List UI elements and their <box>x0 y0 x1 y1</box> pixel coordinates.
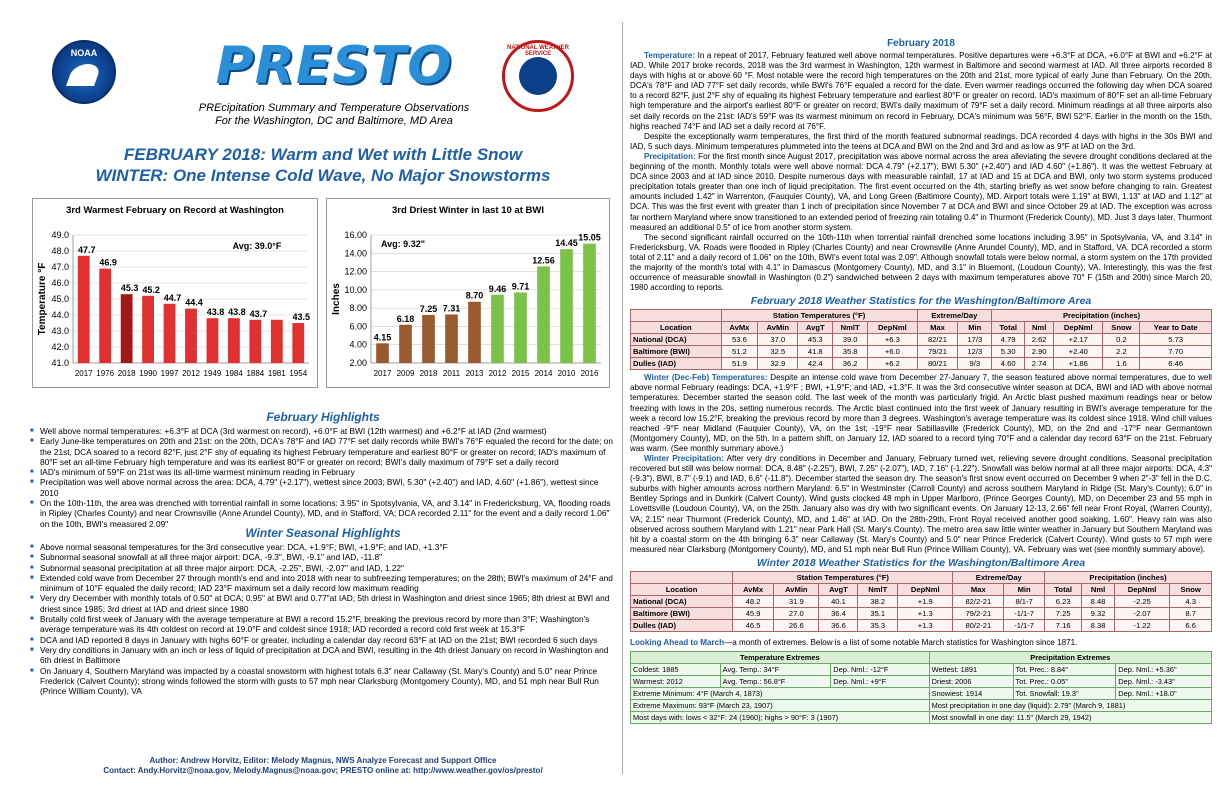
chart-x-tick-label: 2018 <box>419 369 438 378</box>
table-group-header-empty <box>631 571 733 583</box>
feb-text-heading: February 2018 <box>887 38 955 49</box>
chart-bar <box>78 256 90 363</box>
chart-bar <box>514 293 527 363</box>
chart-data-label: 14.45 <box>555 238 578 249</box>
chart-bar <box>560 249 573 363</box>
table-column-header: AvgT <box>819 583 858 595</box>
table-cell: 8/1-7 <box>1004 595 1045 607</box>
table-cell: -1/1-7 <box>1004 607 1045 619</box>
table-group-header: Extreme/Day <box>953 571 1045 583</box>
chart-x-tick-label: 1984 <box>225 369 243 378</box>
feb-highlight-item: ■ Early June-like temperatures on 20th and 21st: on the 20th, DCA's 78°F and IAD 77°F set daily records while BWI's 76°F equaled the record for the date; on the 21st, DCA soared to a record 82°F, just 2°F shy of equaling its highest February temperature and earliest 80°F or greater on record; IAD's maximum of 80°F set an all-time February high temperature and was its earliest 80°F or greater on record; BWI's daily maximum of 79°F set a daily record <box>30 436 616 467</box>
chart-x-tick-label: 1976 <box>96 369 115 378</box>
table-group-header: Precipitation (inches) <box>992 310 1212 322</box>
march-cell: Most precipitation in one day (liquid): 2.79" (March 9, 1881) <box>929 700 1211 712</box>
table-cell: 51.9 <box>721 358 758 370</box>
feb-temperature-lead: Temperature: <box>644 51 696 60</box>
chart-x-tick-label: 2015 <box>511 369 530 378</box>
march-cell: Tot. Prec.: 0.05" <box>1013 676 1116 688</box>
feb-precipitation-body: For the first month since August 2017, precipitation was above normal across the area alleviating the severe drought conditions declared at the beginning of the month. Monthly totals were well above normal: DCA 4.79" (+2.17"); BWI 5.30" (+2.40") and IAD 4.60" (+1.86"). It was the wettest February at DCA since 2003 and at IAD since 2010. Despite numerous days with measurable rainfall, 17 at IAD and 15 at DCA and BWI, only two storm systems produced precipitation totals greater than one inch of liquid precipitation. The first event occurred on the 4th, starting briefly as wet snow before changing to rain. Greatest amounts included 1.42" in Warrenton, (Fauquier County), VA, and Long Green (Baltimore County), MD. Airport totals were 1.19" at BWI, 1.13" at IAD and 1.12" at DCA. This was the first event with greater than 1 inch of precipitation since November 7 at DCA and BWI and since October 29 at IAD. The exception was across far northern Maryland where snow transitioned to an extended period of freezing rain totaling 0.4" in Thurmont (Frederick County), MD. Just 3 days later, Thurmont measured an additional 0.5" of ice from another storm system. <box>630 151 1212 232</box>
chart-y-tick-label: 16.00 <box>344 230 367 240</box>
headline <box>24 144 622 186</box>
left-column <box>24 22 623 774</box>
subtitle <box>144 102 524 128</box>
chart-y-tick-label: 42.0 <box>51 342 69 352</box>
chart-bar <box>207 318 219 363</box>
table-row-location: Baltimore (BWI) <box>631 346 722 358</box>
table-cell: 38.2 <box>858 595 898 607</box>
table-column-header: Location <box>631 322 722 334</box>
march-cell: Dep. Nml.: +9°F <box>831 676 929 688</box>
chart-data-label: 43.7 <box>249 308 268 319</box>
march-row <box>631 700 1212 712</box>
table-cell: 7.25 <box>1045 607 1082 619</box>
nws-logo-text: NATIONAL WEATHER SERVICE <box>507 45 569 57</box>
winter-stats-table <box>630 571 1212 632</box>
march-cell: Snowiest: 1914 <box>929 688 1013 700</box>
table-column-header: Total <box>1045 583 1082 595</box>
table-cell: 27.0 <box>774 607 819 619</box>
chart-x-tick-label: 1884 <box>246 369 265 378</box>
presto-title: PRESTO <box>215 36 453 96</box>
table-cell: 12/3 <box>958 346 992 358</box>
chart-y-axis-label: Temperature °F <box>37 262 48 336</box>
table-column-header: AvMin <box>758 322 798 334</box>
table-column-header: Max <box>917 322 958 334</box>
chart-y-tick-label: 44.0 <box>51 310 69 320</box>
winter-highlights-heading: Winter Seasonal Highlights <box>245 526 401 540</box>
chart-x-tick-label: 1949 <box>203 369 222 378</box>
table-cell: 32.9 <box>758 358 798 370</box>
winter-highlights-list <box>30 542 616 696</box>
table-group-header: Station Temperatures (°F) <box>721 310 917 322</box>
winter-precipitation-paragraph <box>630 454 1212 555</box>
noaa-logo-text: NOAA <box>70 48 98 58</box>
chart-data-label: 44.7 <box>163 292 182 303</box>
chart-y-tick-label: 41.0 <box>51 358 69 368</box>
chart-bar <box>445 314 458 363</box>
table-cell: 53.6 <box>721 334 758 346</box>
chart-y-axis-label: Inches <box>331 283 342 315</box>
table-row <box>631 334 1212 346</box>
table-column-header: Nml <box>1082 583 1115 595</box>
march-cell: Avg. Temp.: 34°F <box>720 664 831 676</box>
chart-average-annotation: Avg: 9.32" <box>381 239 425 249</box>
table-cell: 80/21 <box>917 358 958 370</box>
table-cell: -1.22 <box>1114 619 1170 631</box>
table-column-header: Nml <box>1025 322 1054 334</box>
table-cell: 9/3 <box>958 358 992 370</box>
feb-precipitation-paragraph-2: The second significant rainfall occurred on the 10th-11th when torrential rainfall drenched some locations including 3.95" in Spotsylvania, VA, and 3.14" in Fredericksburg, VA. Roads were flooded in Ripley (Charles County) and near Crownsville (Anne Arundel County), MD, and in Stafford, VA. DCA recorded a storm total of 2.11" and a daily record of 1.06" on the 10th, BWI's event total was 2.09". Although snowfall totals were below normal, a storm system on the 17th provided the majority of the month's total with 4.1" in Damascus (Montgomery County), MD, and 3.1" in Bluemont, (Loudoun County), VA. Interestingly, this was the first occurrence of measurable snowfall in Washington (0.2") sandwiched between 2 days with maximum temperatures above 70° F (15th and 20th) since March 20, 1980 according to reports. <box>630 232 1212 293</box>
chart-bar <box>185 309 197 363</box>
chart-bar <box>142 296 154 363</box>
table-cell: 6.46 <box>1140 358 1212 370</box>
winter-temperature-lead: Winter (Dec-Feb) Temperatures: <box>644 373 768 383</box>
table-cell: 41.8 <box>798 346 833 358</box>
chart-x-tick-label: 1997 <box>160 369 179 378</box>
warmest-february-chart <box>32 198 318 388</box>
table-cell: +2.17 <box>1054 334 1103 346</box>
chart-x-tick-label: 2017 <box>74 369 93 378</box>
table-column-header: AvMx <box>721 322 758 334</box>
chart-data-label: 43.8 <box>206 307 225 318</box>
chart-data-label: 43.8 <box>228 307 246 318</box>
winter-highlight-item: ■ Extended cold wave from December 27 through month's end and into 2018 with near to subfreezing temperatures; on the 28th; BWI's maximum of 24°F and minimum of 10°F equaled the daily record; IAD 23°F maximum set a daily record low maximum reading <box>30 573 616 594</box>
table-header-row <box>631 322 1212 334</box>
table-group-header: Station Temperatures (°F) <box>733 571 953 583</box>
table-cell: 42.4 <box>798 358 833 370</box>
winter-highlight-item: ■ Above normal seasonal temperatures for the 3rd consecutive year: DCA, +1.9°F; BWI, +1.9°F; and IAD, +1.3°F <box>30 542 616 552</box>
table-cell: 17/3 <box>958 334 992 346</box>
chart-y-tick-label: 49.0 <box>51 230 69 240</box>
table-cell: 45.9 <box>733 607 774 619</box>
chart-y-tick-label: 45.0 <box>51 294 69 304</box>
table-column-header: Min <box>1004 583 1045 595</box>
table-cell: +6.0 <box>868 346 917 358</box>
table-cell: 79/21 <box>917 346 958 358</box>
table-cell: 37.0 <box>758 334 798 346</box>
chart-bar <box>292 323 304 363</box>
march-cell: Most snowfall in one day: 11.5" (March 29, 1942) <box>929 712 1211 724</box>
chart-data-label: 44.4 <box>185 297 203 308</box>
chart-data-label: 45.3 <box>120 283 139 294</box>
table-group-header: Extreme/Day <box>917 310 992 322</box>
feb-highlight-item: ■ Well above normal temperatures: +6.3°F at DCA (3rd warmest on record), +6.0°F at BWI (12th warmest) and +6.2°F at IAD (2nd warmest) <box>30 426 616 436</box>
chart-data-label: 15.05 <box>578 232 601 243</box>
chart-data-label: 47.7 <box>77 244 96 255</box>
table-cell: 35.3 <box>858 619 898 631</box>
table-cell: +1.3 <box>897 607 953 619</box>
table-cell: 8.48 <box>1082 595 1115 607</box>
table-cell: 39.0 <box>833 334 868 346</box>
table-cell: 7.70 <box>1140 346 1212 358</box>
noaa-logo <box>52 40 116 104</box>
march-cell: Dep. Nml.: +18.0" <box>1116 688 1212 700</box>
chart-data-label: 9.71 <box>511 281 530 292</box>
table-cell: 35.1 <box>858 607 898 619</box>
feb-highlight-item: ■ Precipitation was well above normal across the area: DCA, 4.79" (+2.17"), wettest since 2003; BWI, 5.30" (+2.40") and IAD, 4.60" (+1.86"), wettest since 2010 <box>30 477 616 498</box>
table-cell: 51.2 <box>721 346 758 358</box>
table-cell: 5.30 <box>992 346 1025 358</box>
chart-bar <box>376 343 389 363</box>
winter-highlight-item: ■ DCA and IAD reported 8 days in January with highs 60°F or greater, including a calendar day record 63°F at IAD on the 21st; BWI recorded 6 such days <box>30 635 616 645</box>
table-column-header: DepNml <box>868 322 917 334</box>
winter-precipitation-lead: Winter Precipitation: <box>644 454 724 463</box>
table-group-header-row <box>631 571 1212 583</box>
feb-highlights-heading: February Highlights <box>266 410 380 424</box>
feb-temperature-body: In a repeat of 2017, February featured well above normal temperatures. Positive departures were +6.3°F at DCA, +6.0°F at BWI and +6.2°F at IAD. While 2017 broke records, 2018 was the 3rd warmest in Washington, 12th warmest in Baltimore and second warmest at IAD. All three airports recorded 8 days with highs at or above 60 °F. Most notable were the record high temperatures on the 20th and 21st, more typical of early June than February. On the 20th, DCA's 78°F and IAD 77°F set daily records, while BWI's 76°F equaled a record for the date. Even warmer readings occurred the following day when DCA soared to a record 82°F, just 2°F shy of equaling its highest February temperature and earliest 80°F or greater on record. IAD's maximum of 80°F set an all-time February high temperature and the airport's earliest 80°F or greater on record; BWI's daily maximum of 79°F set a daily record. Minimum readings at all three airports also set daily records on the 21st: IAD's 59°F was its warmest minimum on record in February, DCA's minimum was 56°F, BWI 52°F. Earlier in the month on the 15th, highs reached 74°F and IAD set a daily record at 76°F. <box>630 51 1212 131</box>
table-column-header: DepNml <box>1114 583 1170 595</box>
chart-bar <box>228 318 240 363</box>
chart-y-tick-label: 14.00 <box>344 248 367 259</box>
table-cell: -1/1-7 <box>1004 619 1045 631</box>
chart-y-tick-label: 6.00 <box>349 321 367 332</box>
table-cell: 2.90 <box>1025 346 1054 358</box>
table-column-header: AvMin <box>774 583 819 595</box>
table-row-location: Dulles (IAD) <box>631 358 722 370</box>
march-cell: Dep. Nml.: -12°F <box>831 664 929 676</box>
footer-author: Author: Andrew Horvitz, Editor: Melody Magnus, NWS Analyze Forecast and Support Office <box>149 756 497 765</box>
table-group-header-row <box>631 310 1212 322</box>
table-cell: +6.3 <box>868 334 917 346</box>
table-cell: 0.2 <box>1103 334 1140 346</box>
chart-average-annotation: Avg: 39.0°F <box>232 241 282 251</box>
march-extremes-table <box>630 651 1212 724</box>
march-cell: Driest: 2006 <box>929 676 1013 688</box>
march-cell: Avg. Temp.: 56.8°F <box>720 676 831 688</box>
march-cell: Warmest: 2012 <box>631 676 721 688</box>
table-cell: 82/21 <box>917 334 958 346</box>
winter-highlight-item: ■ On January 4, Southern Maryland was impacted by a coastal snowstorm with highest totals 6.3" near Callaway (St. Mary's County) and 5.0" near Prince Frederick (Calvert County); strong winds followed the storm with gusts to 57 mph near Clarksburg (Montgomery County), MD, and 51 mph near Bull Run (Prince William County), VA <box>30 666 616 697</box>
table-cell: 6.23 <box>1045 595 1082 607</box>
chart-x-tick-label: 2018 <box>117 369 136 378</box>
table-cell: +2.40 <box>1054 346 1103 358</box>
chart-title: 3rd Driest Winter in last 10 at BWI <box>392 205 544 216</box>
chart-y-tick-label: 48.0 <box>51 246 69 256</box>
table-cell: +6.2 <box>868 358 917 370</box>
table-column-header: NmlT <box>858 583 898 595</box>
table-column-header: Max <box>953 583 1004 595</box>
table-cell: 7.16 <box>1045 619 1082 631</box>
table-cell: 79/2-21 <box>953 607 1004 619</box>
feb-temperature-paragraph <box>630 51 1212 132</box>
chart-bar <box>249 320 261 363</box>
chart-y-tick-label: 47.0 <box>51 262 69 272</box>
table-cell: 4.3 <box>1170 595 1212 607</box>
table-header-row <box>631 583 1212 595</box>
chart-x-tick-label: 2016 <box>580 369 599 378</box>
table-cell: -2.07 <box>1114 607 1170 619</box>
winter-highlight-item: ■ Very dry December with monthly totals of 0.50" at DCA; 0.95" at BWI and 0.77"at IAD; 5th driest in Washington and driest since 1965; 8th driest at BWI and driest since 1985; 3rd driest at IAD and driest since 1980 <box>30 593 616 614</box>
chart-x-tick-label: 2017 <box>373 369 392 378</box>
march-cell: Coldest: 1885 <box>631 664 721 676</box>
table-cell: 4.79 <box>992 334 1025 346</box>
table-cell: 48.2 <box>733 595 774 607</box>
table-row <box>631 595 1212 607</box>
chart-bar <box>537 266 550 363</box>
right-column <box>630 38 1212 774</box>
table-cell: 2.2 <box>1103 346 1140 358</box>
march-cell: Most days with: lows < 32°F: 24 (1960); highs > 90°F: 3 (1907) <box>631 712 930 724</box>
table-row <box>631 607 1212 619</box>
chart-y-tick-label: 10.00 <box>344 284 367 295</box>
march-cell: Extreme Maximum: 93°F (March 23, 1907) <box>631 700 930 712</box>
feb-precipitation-lead: Precipitation: <box>644 151 696 161</box>
march-temperature-header: Temperature Extremes <box>631 652 930 664</box>
warmest-february-chart-svg <box>33 199 317 387</box>
chart-x-tick-label: 1981 <box>267 369 286 378</box>
table-group-header: Precipitation (inches) <box>1045 571 1212 583</box>
chart-x-tick-label: 2012 <box>182 369 200 378</box>
driest-winter-chart-svg <box>327 199 609 387</box>
table-row-location: National (DCA) <box>631 595 733 607</box>
subtitle-line1: PREcipitation Summary and Temperature Observations <box>198 102 470 114</box>
feb-table-heading: February 2018 Weather Statistics for the Washington/Baltimore Area <box>750 295 1092 308</box>
headline-line1: FEBRUARY 2018: Warm and Wet with Little Snow <box>123 145 523 164</box>
table-column-header: Location <box>631 583 733 595</box>
table-column-header: Snow <box>1103 322 1140 334</box>
chart-y-tick-label: 8.00 <box>349 303 367 314</box>
table-cell: 36.6 <box>819 619 858 631</box>
chart-data-label: 43.5 <box>292 312 311 322</box>
table-column-header: Year to Date <box>1140 322 1212 334</box>
chart-bar <box>468 302 481 363</box>
march-cell: Wettest: 1891 <box>929 664 1013 676</box>
chart-title: 3rd Warmest February on Record at Washington <box>66 205 284 216</box>
table-column-header: AvMx <box>733 583 774 595</box>
chart-x-tick-label: 2009 <box>396 369 415 378</box>
winter-precipitation-body: After very dry conditions in December and January, February turned wet, relieving severe drought conditions. Seasonal precipitation recovered but still was below normal: DCA, 8.48" (-2.25"), BWI, 7.25" (-2.07"), IAD, 7.16" (-1.22"). Snowfall was below normal at all three major airports: DCA, 4.3" (-9.3"), BWI, 8.7" (-9.1) and IAD, 6.6" (-11.8"). December started the season dry. The season's first snow event occurred on December 9 when 2"-3" fell in the D.C. suburbs with higher amounts across northern Maryland: 6.5" in Westminster (Carroll County) and across southern Maryland in Ridge (St. Mary's County); 6.0" in Bentley Springs and in Dunkirk (Calvert County). Wind gusts clocked 48 mph in Upper Marlboro, (Prince Georges County), MD, on December 23 and 55 mph in Lovettsville (Loudoun County), VA, on the 25th. January also was dry with two significant events. On January 12-13, 2.66" fell near Front Royal, (Warren County), VA; 2.15" near Thurmont (Frederick County), MD, and 1.46" at IAD. On the 28th-29th, Front Royal received another good soaking, 1.60". Heavy rain was also observed across southern Maryland with 1.21" near Park Hall (St. Mary's County). The metro area saw little winter weather in January but Southern Maryland was hit by a coastal storm on the 4th bringing 6.3" near Callaway (St. Mary's County) and 5.0" near Prince Frederick (Calvert County). Wind gusts to 57 mph were measured near Clarksburg (Montgomery County), MD, and 51 mph near Bull Run (Prince William County), VA. February was wet (see monthly summary above). <box>630 454 1213 554</box>
table-cell: +1.86 <box>1054 358 1103 370</box>
chart-data-label: 4.15 <box>373 332 392 343</box>
table-column-header: Min <box>958 322 992 334</box>
table-cell: 2.62 <box>1025 334 1054 346</box>
chart-data-label: 6.18 <box>396 313 415 324</box>
march-header-row <box>631 652 1212 664</box>
chart-data-label: 9.46 <box>488 283 507 294</box>
chart-bar <box>164 304 176 363</box>
table-row-location: National (DCA) <box>631 334 722 346</box>
march-cell: Tot. Snowfall: 19.3" <box>1013 688 1116 700</box>
chart-data-label: 45.2 <box>142 284 160 295</box>
table-row <box>631 619 1212 631</box>
chart-data-label: 46.9 <box>99 257 117 268</box>
march-cell: Extreme Minimum: 4°F (March 4, 1873) <box>631 688 930 700</box>
table-cell: 35.8 <box>833 346 868 358</box>
march-cell: Dep. Nml.: +5.36" <box>1116 664 1212 676</box>
table-column-header: DepNml <box>1054 322 1103 334</box>
table-row-location: Baltimore (BWI) <box>631 607 733 619</box>
table-cell: 4.60 <box>992 358 1025 370</box>
footer <box>24 756 622 776</box>
chart-data-label: 12.56 <box>532 255 555 266</box>
chart-bar <box>121 294 133 363</box>
winter-highlight-item: ■ Brutally cold first week of January with the average temperature at BWI a record 15.2°F, breaking the previous record by more than 3°F; Washington's average temperature was its 4th coldest on record at 19.0°F and coldest since 1918; IAD recorded a record cold first week at 15.3°F <box>30 614 616 635</box>
feb-highlight-item: ■ On the 10th-11th, the area was drenched with torrential rainfall in some locations: 3.95" in Spotsylvania, VA, and 3.14" in Fredericksburg, VA, flooding roads in Ripley (Charles County) and near Crownsville (Anne Arundel County), MD, and in Stafford, VA; DCA recorded 2.11" for the event and a daily record 1.06" on the 10th, BWI's measured 2.09" <box>30 498 616 529</box>
table-cell: 36.4 <box>819 607 858 619</box>
table-cell: 40.1 <box>819 595 858 607</box>
feb-stats-table <box>630 309 1212 370</box>
chart-y-tick-label: 43.0 <box>51 326 69 336</box>
table-cell: +1.9 <box>897 595 953 607</box>
table-cell: 6.6 <box>1170 619 1212 631</box>
march-cell: Tot. Prec.: 8.84" <box>1013 664 1116 676</box>
chart-y-tick-label: 12.00 <box>344 266 367 277</box>
table-cell: 36.2 <box>833 358 868 370</box>
table-cell: 45.3 <box>798 334 833 346</box>
table-cell: 31.9 <box>774 595 819 607</box>
table-cell: 8.7 <box>1170 607 1212 619</box>
winter-highlight-item: ■ Subnormal seasonal precipitation at all three major airport: DCA, -2.25", BWI, -2.07" and IAD, 1.22" <box>30 563 616 573</box>
chart-bar <box>271 320 283 363</box>
table-row-location: Dulles (IAD) <box>631 619 733 631</box>
table-cell: 5.73 <box>1140 334 1212 346</box>
table-cell: 2.74 <box>1025 358 1054 370</box>
chart-bar <box>399 325 412 363</box>
chart-bar <box>422 315 435 363</box>
table-row <box>631 358 1212 370</box>
feb-precipitation-paragraph <box>630 152 1212 233</box>
nws-tornado-icon <box>519 57 557 95</box>
march-row <box>631 676 1212 688</box>
subtitle-line2: For the Washington, DC and Baltimore, MD Area <box>215 115 453 127</box>
chart-bar <box>583 244 596 363</box>
winter-temperature-body: Despite an intense cold wave from December 27-January 7, the season featured above normal temperatures, due to well above normal February readings: DCA, +1.9°F ; BWI, +1.9°F; and IAD, +1.3°F. It was the 3rd consecutive winter season at DCA, BWI and IAD with above normal temperatures. December started the season cold. The last week of the month was particularly frigid. An Arctic blast pushed maximum readings near or below freezing with lows in the 20s, setting numerous records. The Arctic blast continued into the first week of January resulting in BWI's average temperature for the week a record low 15.2°F, breaking the previous record by more than 3 degrees. Washington's average temperature was its coldest since 1918. Wind chill values reached -9°F near Midland (Fauquier County), VA, on the 1st; -19°F near Sabillasville (Frederick County), MD, on the 2nd and -17°F near Germantown (Montgomery County), MD, on the 5th. In a pattern shift, on January 12, IAD soared to a record tying 70°F and a calendar day record 63°F on the 21st. February was warm. (See monthly summary above.) <box>630 373 1212 453</box>
table-row <box>631 346 1212 358</box>
chart-data-label: 7.31 <box>442 303 461 314</box>
chart-x-tick-label: 2011 <box>442 369 461 378</box>
chart-x-tick-label: 1990 <box>139 369 157 378</box>
march-precipitation-header: Precipitation Extremes <box>929 652 1211 664</box>
march-cell: Dep. Nml.: -3.43" <box>1116 676 1212 688</box>
table-column-header: NmlT <box>833 322 868 334</box>
driest-winter-chart <box>326 198 610 388</box>
table-column-header: Snow <box>1170 583 1212 595</box>
chart-data-label: 7.25 <box>419 304 438 314</box>
table-cell: 46.5 <box>733 619 774 631</box>
table-cell: 26.6 <box>774 619 819 631</box>
table-cell: 8.38 <box>1082 619 1115 631</box>
march-row <box>631 712 1212 724</box>
chart-x-tick-label: 1954 <box>289 369 308 378</box>
chart-bar <box>99 269 111 363</box>
table-cell: 1.6 <box>1103 358 1140 370</box>
footer-contact: Contact: Andy.Horvitz@noaa.gov, Melody.Magnus@noaa.gov; PRESTO online at: http://www.weather.gov/os/presto/ <box>103 766 543 775</box>
chart-data-label: 8.70 <box>465 290 484 301</box>
table-cell: 9.32 <box>1082 607 1115 619</box>
chart-bar <box>491 295 504 363</box>
march-lead: Looking Ahead to March <box>630 637 725 647</box>
chart-x-tick-label: 2012 <box>488 369 507 378</box>
march-row <box>631 664 1212 676</box>
headline-line2: WINTER: One Intense Cold Wave, No Major Snowstorms <box>95 166 551 185</box>
winter-table-heading: Winter 2018 Weather Statistics for the Washington/Baltimore Area <box>756 556 1086 569</box>
chart-x-tick-label: 2013 <box>465 369 484 378</box>
march-intro-text: —a month of extremes. Below is a list of some notable March statistics for Washington since 1871. <box>724 637 1078 647</box>
table-column-header: AvgT <box>798 322 833 334</box>
chart-x-tick-label: 2014 <box>534 369 553 378</box>
march-row <box>631 688 1212 700</box>
winter-highlight-item: ■ Subnormal seasonal snowfall at all three major airport: DCA, -9.3", BWI, -9.1" and IAD, -11.8" <box>30 552 616 562</box>
table-cell: 32.5 <box>758 346 798 358</box>
noaa-bird-icon <box>66 64 102 86</box>
chart-y-tick-label: 4.00 <box>349 339 367 350</box>
winter-temperature-paragraph <box>630 373 1212 454</box>
chart-x-tick-label: 2010 <box>557 369 576 378</box>
feb-highlights-list <box>30 426 616 529</box>
table-cell: +1.3 <box>897 619 953 631</box>
table-cell: -2.25 <box>1114 595 1170 607</box>
feb-highlight-item: ■ IAD's minimum of 59°F on 21st was its all-time warmest minimum reading in February <box>30 467 616 477</box>
table-cell: 80/2-21 <box>953 619 1004 631</box>
table-cell: 82/2-21 <box>953 595 1004 607</box>
table-column-header: DepNml <box>897 583 953 595</box>
chart-y-tick-label: 2.00 <box>349 358 367 368</box>
chart-y-tick-label: 46.0 <box>51 278 69 288</box>
table-group-header-empty <box>631 310 722 322</box>
feb-temperature-paragraph-2: Despite the exceptionally warm temperatures, the first third of the month featured subnormal readings. DCA recorded 4 days with highs in the 30s BWI and IAD, 5 such days. Minimum temperatures plummeted into the teens at DCA and BWI on the 2nd and 3rd and as low as 9°F at IAD on the 3rd. <box>630 131 1212 151</box>
table-column-header: Total <box>992 322 1025 334</box>
winter-highlight-item: ■ Very dry conditions in January with an inch or less of liquid of precipitation at DCA and BWI, resulting in the 4th driest January on record in Washington and 6th driest in Baltimore <box>30 645 616 666</box>
march-intro <box>630 638 1212 648</box>
